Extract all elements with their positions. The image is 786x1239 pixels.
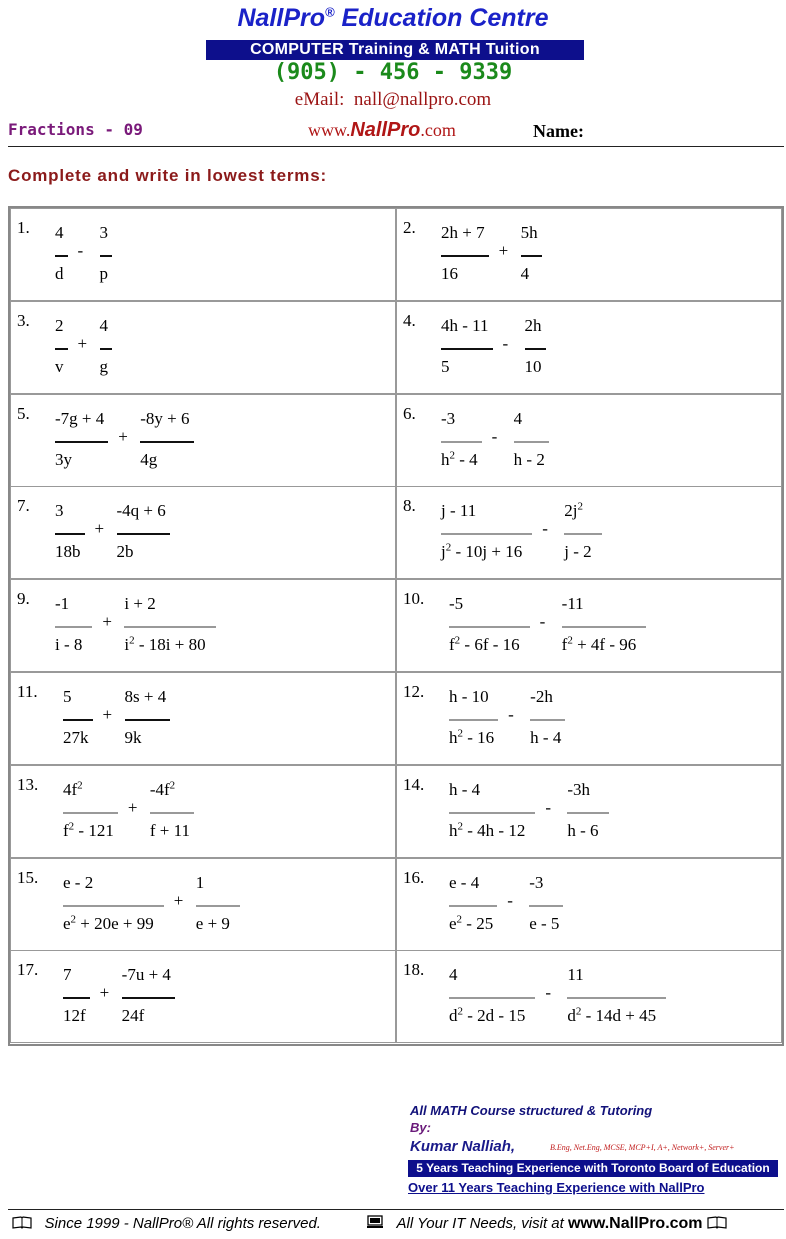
fraction-denominator: $i^2 - 18i + 80$ [124,634,206,655]
operator: - [545,797,551,817]
copyright: Since 1999 - NallPro® All rights reserved. [12,1215,321,1232]
fraction-numerator: -7u + 4 [121,965,171,985]
phone-number: (905) - 456 - 9339 [273,60,513,85]
fraction-bar [567,997,666,999]
fraction-denominator: $f^2 - 121$ [63,820,114,840]
fraction-denominator: $f^2 + 4f - 96$ [561,634,637,655]
fraction-denominator: 9k [124,728,142,747]
fraction-denominator: 27k [63,728,89,747]
problem-number: 6. [403,403,416,423]
computer-icon [366,1215,384,1229]
problem-cell [10,486,396,579]
fraction-bar [55,626,92,628]
problem-cell [10,394,396,487]
problem-cell [10,950,396,1043]
fraction-bar [449,626,530,628]
problem-cell [396,579,782,672]
fraction-numerator: j - 11 [441,501,477,521]
operator: + [173,890,184,910]
operator: - [502,333,509,353]
operator: + [498,241,509,260]
fraction-bar [196,905,240,907]
operator: - [77,241,84,260]
fraction-numerator: 7 [63,965,72,985]
operator: + [118,426,128,446]
name-label: Name: [533,121,584,141]
problem-cell [10,301,396,394]
fraction-numerator: h - 10 [449,687,489,706]
fraction-numerator: 3 [55,501,64,521]
fraction-numerator: e - 4 [449,872,480,892]
problem-number: 18. [403,960,425,980]
fraction-denominator: 4 [520,264,530,283]
fraction-numerator: 4 [449,965,458,985]
fraction-denominator: 12f [63,1006,86,1026]
fraction-bar [55,348,68,350]
footer-author-credentials: B.Eng, Net.Eng, MCSE, MCP+I, A+, Network+, Server+ [550,1143,735,1152]
fraction-numerator: h - 4 [449,779,481,799]
problem-number: 12. [403,682,425,701]
problem-number: 11. [17,682,38,701]
fraction-denominator: $e^2 + 20e + 99$ [63,912,154,933]
email-line: eMail: nall@nallpro.com [294,89,492,110]
problem-number: 3. [17,310,30,330]
fraction-bar [63,905,164,907]
fraction-denominator: $e^2 - 25$ [449,912,494,933]
problem-number: 13. [17,774,39,794]
problem-cell [10,765,396,858]
fraction-denominator: 24f [121,1006,145,1026]
problem-number: 5. [17,403,30,423]
book-icon [12,1216,32,1229]
fraction-bar [122,997,175,999]
operator: + [99,983,110,1003]
operator: - [542,519,548,539]
problem-cell [396,394,782,487]
fraction-numerator: 5h [520,223,538,242]
fraction-denominator: i - 8 [55,635,83,655]
fraction-denominator: f + 11 [149,820,190,840]
fraction-bar [449,812,535,814]
fraction-numerator: 2h [524,315,542,335]
fraction-denominator: $d^2 - 2d - 15$ [449,1005,526,1026]
it-site-link[interactable]: www.NallPro.com [567,1215,703,1232]
fraction-numerator: $-4f^2$ [149,779,176,799]
problem-number: 2. [403,218,416,237]
fraction-numerator: -3 [529,872,544,892]
fraction-numerator: 8s + 4 [124,687,167,706]
fraction-numerator: i + 2 [124,594,156,614]
fraction-bar [100,348,113,350]
fraction-numerator: $2j^2$ [564,500,583,521]
operator: - [545,983,551,1003]
fraction-denominator: p [99,264,108,283]
fraction-denominator: 5 [441,356,450,376]
header-divider [8,146,784,147]
fraction-denominator: h - 6 [567,820,599,840]
fraction-numerator: 4 [513,408,523,428]
problem-cell [10,579,396,672]
fraction-numerator: -7g + 4 [55,408,105,428]
fraction-numerator: -8y + 6 [140,408,190,428]
fraction-bar [525,348,546,350]
problem-cell [10,672,396,765]
fraction-denominator: $d^2 - 14d + 45$ [567,1005,657,1026]
fraction-numerator: -5 [449,594,464,614]
problem-number: 17. [17,960,39,980]
problem-grid [8,206,784,1046]
problem-cell [10,208,396,301]
fraction-numerator: 2 [55,315,64,335]
fraction-numerator: 4 [55,223,64,242]
fraction-denominator: 4g [140,449,158,469]
footer-author: Kumar Nalliah, [410,1138,516,1155]
operator: - [539,612,546,632]
problem-cell [10,858,396,951]
fraction-bar [63,997,90,999]
fraction-denominator: d [55,264,64,283]
fraction-bar [117,533,170,535]
worksheet-title: Fractions - 09 [8,120,143,139]
fraction-bar [521,255,542,257]
fraction-bar [449,905,497,907]
fraction-denominator: $h^2 - 4h - 12$ [449,820,526,840]
fraction-denominator: 18b [55,542,81,562]
fraction-denominator: h - 2 [513,449,545,469]
fraction-bar [125,719,171,721]
problem-number: 10. [403,589,425,609]
fraction-bar [530,719,565,721]
fraction-numerator: 5 [63,687,72,706]
fraction-numerator: -1 [55,594,70,614]
fraction-denominator: $j^2 - 10j + 16$ [441,541,523,562]
problem-number: 1. [17,218,30,237]
fraction-numerator: 2h + 7 [441,223,485,242]
fraction-denominator: h - 4 [530,728,562,747]
instruction: Complete and write in lowest terms: [8,166,327,185]
fraction-denominator: $h^2 - 4$ [441,448,478,469]
fraction-numerator: -3h [567,779,590,799]
problem-cell [396,486,782,579]
fraction-denominator: $h^2 - 16$ [449,727,495,747]
fraction-bar [140,441,193,443]
fraction-denominator: e - 5 [529,913,560,933]
fraction-bar [449,997,535,999]
fraction-bar [124,626,215,628]
footer-divider [8,1209,784,1210]
fraction-bar [55,255,68,257]
problem-number: 16. [403,867,425,887]
fraction-denominator: j - 2 [564,542,592,562]
fraction-numerator: e - 2 [63,872,94,892]
fraction-bar [514,441,549,443]
problem-number: 15. [17,867,39,887]
fraction-numerator: 4 [99,315,108,335]
problem-cell [396,301,782,394]
fraction-bar [63,812,118,814]
problem-number: 7. [17,496,30,516]
fraction-denominator: e + 9 [195,913,230,933]
fraction-bar [562,626,647,628]
fraction-bar [567,812,608,814]
email-link[interactable]: nall@nallpro.com [353,89,492,110]
fraction-denominator: v [55,356,64,376]
footer-by: By: [410,1120,431,1135]
problem-number: 4. [403,310,416,330]
subtitle-banner: COMPUTER Training & MATH Tuition [206,40,584,60]
operator: - [508,705,514,724]
problem-cell [396,672,782,765]
fraction-numerator: -3 [441,408,456,428]
fraction-denominator: 10 [524,356,542,376]
fraction-numerator: -2h [530,687,553,706]
fraction-bar [564,533,601,535]
operator: + [127,797,138,817]
fraction-denominator: 2b [116,542,134,562]
fraction-denominator: $f^2 - 6f - 16$ [449,634,520,655]
it-needs-line: All Your IT Needs, visit at www.NallPro.com [366,1215,727,1233]
problem-number: 9. [17,589,30,609]
fraction-numerator: 1 [195,872,205,892]
book-icon [707,1216,727,1229]
problem-number: 14. [403,774,425,794]
operator: - [507,890,513,910]
fraction-bar [441,348,493,350]
fraction-bar [441,533,532,535]
operator: + [94,519,105,539]
fraction-bar [55,533,85,535]
operator: + [102,705,113,724]
operator: + [102,612,112,632]
fraction-numerator: 11 [567,965,584,985]
fraction-bar [100,255,113,257]
fraction-bar [63,719,93,721]
footer-experience-banner: 5 Years Teaching Experience with Toronto Board of Education [408,1160,778,1177]
problem-number: 8. [403,496,416,516]
fraction-denominator: 16 [441,264,458,283]
fraction-numerator: -11 [561,594,584,614]
brand-title: NallPro® Education Centre [237,4,549,32]
fraction-bar [441,255,489,257]
fraction-bar [55,441,108,443]
fraction-numerator: $4f^2$ [63,779,83,799]
fraction-denominator: 3y [55,449,72,469]
operator: + [77,333,88,353]
fraction-numerator: 3 [99,223,108,242]
fraction-bar [449,719,498,721]
fraction-numerator: -4q + 6 [116,501,166,521]
problem-cell [396,950,782,1043]
fraction-bar [529,905,563,907]
fraction-bar [150,812,194,814]
website-link[interactable]: www.NallPro.com [308,119,456,141]
footer-credit: All MATH Course structured & Tutoring [410,1103,653,1118]
footer-experience-link[interactable]: Over 11 Years Teaching Experience with NallPro [408,1180,705,1195]
problem-cell [396,765,782,858]
fraction-denominator: g [99,356,108,376]
problem-cell [396,858,782,951]
problem-cell [396,208,782,301]
operator: - [491,426,498,446]
fraction-numerator: 4h - 11 [441,315,489,335]
fraction-bar [441,441,482,443]
